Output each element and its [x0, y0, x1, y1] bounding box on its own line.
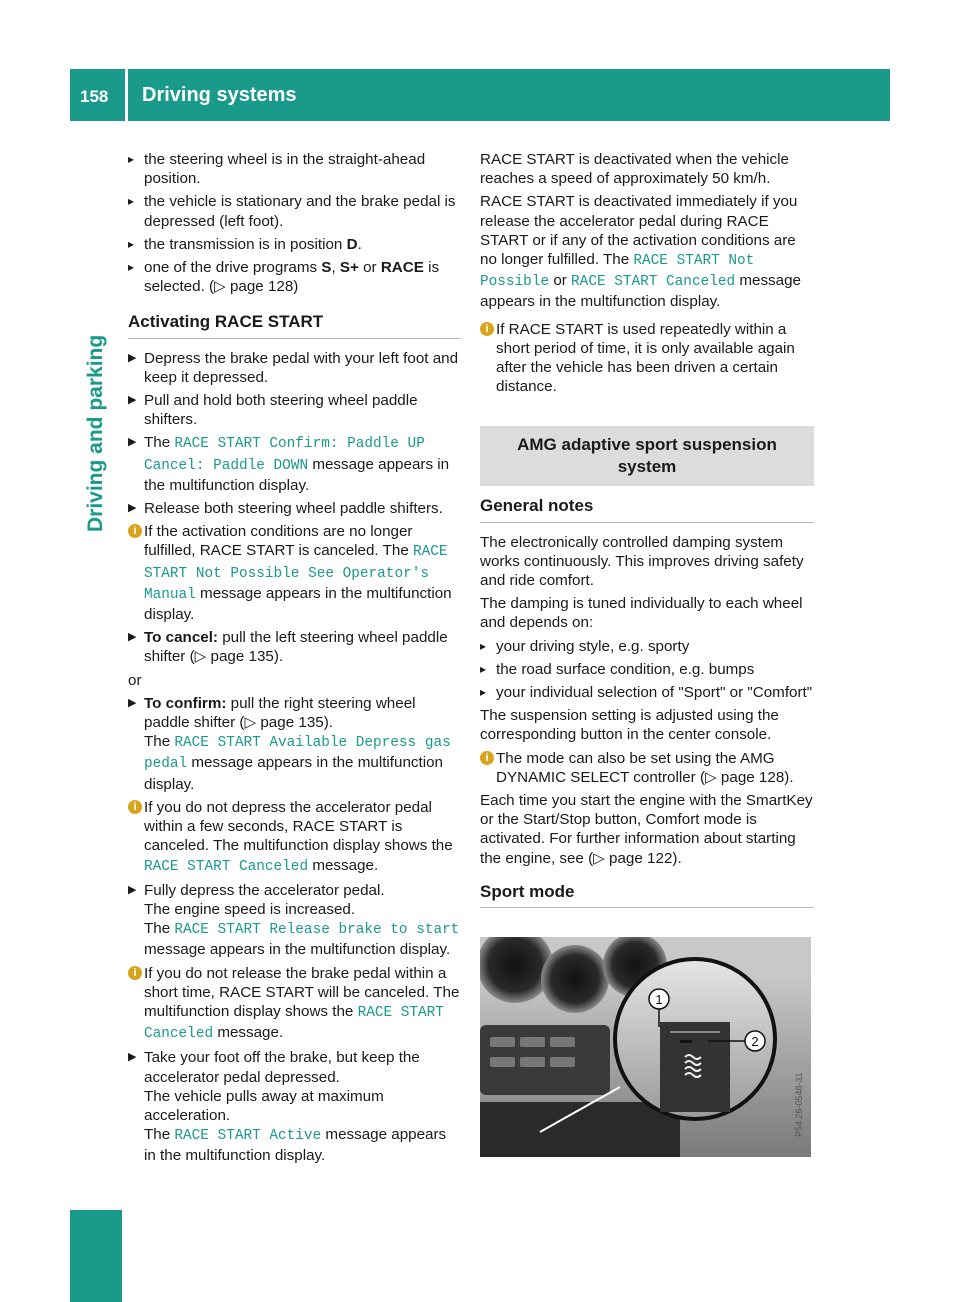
- list-item: ▸ the road surface condition, e.g. bumps: [480, 660, 814, 679]
- list-item: ▸ your individual selection of "Sport" or "Comfort": [480, 683, 814, 702]
- info-icon: i: [128, 524, 142, 538]
- paragraph: Each time you start the engine with the SmartKey or the Start/Stop button, Comfort mode is activated. For further information about starting the engine, see (▷ page 122).: [480, 792, 813, 867]
- list-item: ▸ the steering wheel is in the straight-ahead position.: [128, 150, 460, 188]
- list-item: ▸ your driving style, e.g. sporty: [480, 637, 814, 656]
- info-icon: i: [128, 800, 142, 814]
- photo-code: P54.26-0548-31: [794, 1072, 804, 1137]
- display-message: RACE START Canceled: [144, 858, 309, 875]
- info-icon: i: [480, 322, 494, 336]
- list-item: ▸ one of the drive programs S, S+ or RACE is selected. (▷ page 128): [128, 258, 460, 296]
- heading-sport-mode: Sport mode: [480, 882, 814, 908]
- left-column: [128, 150, 460, 1170]
- display-message: RACE START Canceled: [144, 1004, 444, 1043]
- info-note: i If RACE START is used repeatedly within a short period of time, it is only available again after the vehicle has been driven a certain distance.: [480, 320, 814, 397]
- list-item: ▸ the vehicle is stationary and the brake pedal is depressed (left foot).: [128, 192, 460, 230]
- display-message: RACE START Not Possible See Operator's Manual: [144, 544, 448, 603]
- heading-general-notes: General notes: [480, 496, 814, 522]
- step: ▶ Depress the brake pedal with your left foot and keep it depressed.: [128, 349, 460, 387]
- paragraph: The damping is tuned individually to each wheel and depends on:: [480, 595, 803, 632]
- right-column: [480, 150, 814, 918]
- heading-activating-race-start: Activating RACE START: [128, 312, 460, 338]
- list-item: ▸ the transmission is in position D.: [128, 235, 460, 254]
- section-title-amg-suspension: AMG adaptive sport suspension system: [480, 426, 814, 486]
- step: ▶ Fully depress the accelerator pedal. The engine speed is increased. The RACE START Release brake to start message appears in the multifunction display.: [128, 881, 460, 960]
- info-icon: i: [128, 966, 142, 980]
- page-link[interactable]: is selected. (▷ page 128): [144, 259, 440, 296]
- info-note: i If you do not depress the accelerator pedal within a few seconds, RACE START is canceled. The multifunction display shows the RACE START Canceled message.: [128, 798, 460, 877]
- display-message: RACE START Release brake to start: [174, 922, 460, 939]
- step: ▶ To confirm: pull the right steering wheel paddle shifter (▷ page 135). The RACE START Available Depress gas pedal message appears in the multifunction display.: [128, 694, 460, 794]
- header-divider: [125, 69, 128, 121]
- display-message: RACE START Not Possible: [480, 253, 755, 291]
- side-section-label: Driving and parking: [84, 334, 107, 532]
- paragraph: The suspension setting is adjusted using the corresponding button in the center console.: [480, 707, 779, 744]
- or-text: or: [128, 671, 142, 689]
- paragraph: RACE START is deactivated immediately if you release the accelerator pedal during RACE START or if any of the activation conditions are no longer fulfilled. The RACE START Not Possible or RACE START Canceled message appears in the multifunction display.: [480, 193, 801, 311]
- side-tab-marker: [70, 1210, 122, 1302]
- chapter-title: Driving systems: [142, 84, 297, 106]
- info-note: i If you do not release the brake pedal within a short time, RACE START will be canceled. The multifunction display shows the RACE START Canceled message.: [128, 964, 460, 1045]
- svg-text:2: 2: [751, 1034, 759, 1049]
- step: ▶ Pull and hold both steering wheel paddle shifters.: [128, 391, 460, 429]
- display-message: RACE START Available Depress gas pedal: [144, 735, 451, 773]
- display-message: RACE START Canceled: [571, 274, 736, 291]
- paragraph: The electronically controlled damping system works continuously. This improves driving safety and ride comfort.: [480, 533, 804, 590]
- info-note: i If the activation conditions are no longer fulfilled, RACE START is canceled. The RACE START Not Possible See Operator's Manual message appears in the multifunction display.: [128, 522, 460, 624]
- page-number: 158: [80, 87, 109, 106]
- air-vent: [541, 945, 609, 1013]
- info-note: i The mode can also be set using the AMG DYNAMIC SELECT controller (▷ page 128).: [480, 749, 814, 787]
- svg-text:1: 1: [655, 992, 663, 1007]
- display-message: RACE START Confirm: Paddle UP Cancel: Paddle DOWN: [144, 436, 425, 474]
- center-console-photo: [480, 937, 811, 1157]
- paragraph: RACE START is deactivated when the vehicle reaches a speed of approximately 50 km/h.: [480, 151, 789, 188]
- info-icon: i: [480, 751, 494, 765]
- step: ▶ The RACE START Confirm: Paddle UP Cancel: Paddle DOWN message appears in the multifunction display.: [128, 433, 460, 495]
- step: ▶ Release both steering wheel paddle shifters.: [128, 499, 460, 518]
- step: ▶ Take your foot off the brake, but keep the accelerator pedal depressed. The vehicle pulls away at maximum acceleration. The RACE START Active message appears in the multifunction display.: [128, 1048, 460, 1165]
- step: ▶ To cancel: pull the left steering wheel paddle shifter (▷ page 135).: [128, 628, 460, 666]
- display-message: RACE START Active: [174, 1128, 322, 1145]
